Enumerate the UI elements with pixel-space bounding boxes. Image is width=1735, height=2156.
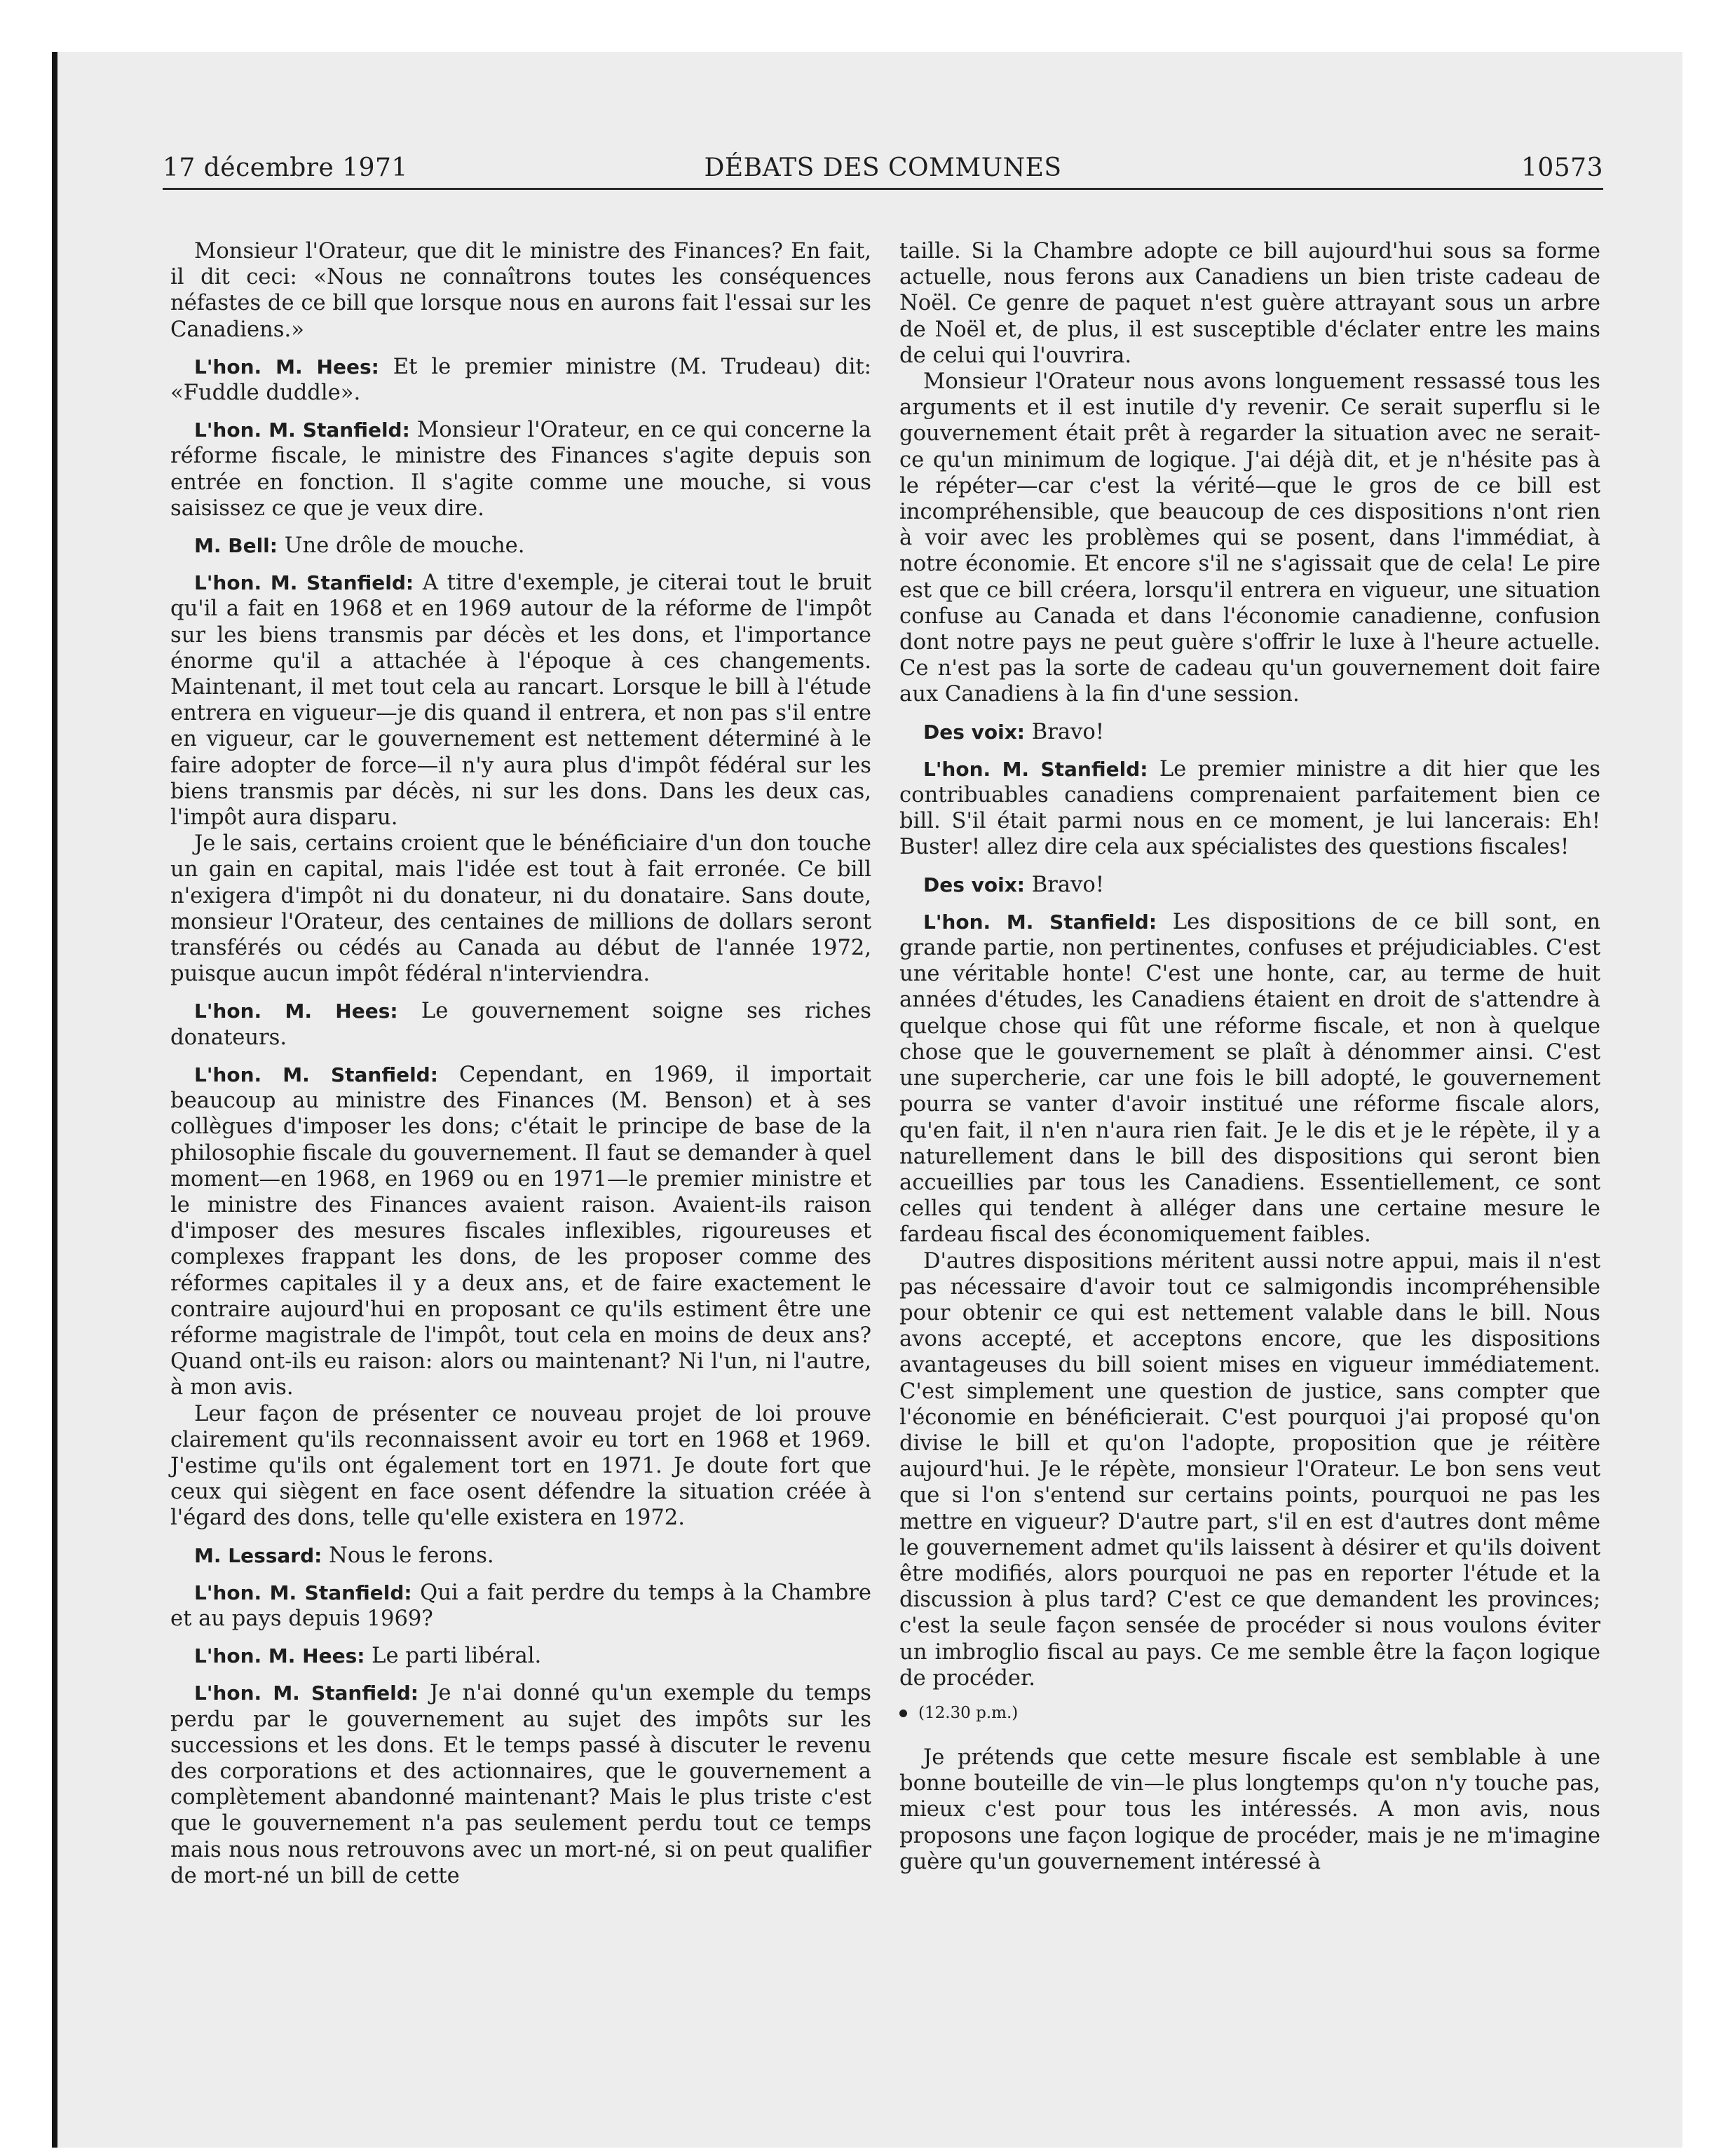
scan-margin — [0, 0, 59, 2156]
speech — [899, 909, 1600, 1248]
paragraph: Monsieur l'Orateur nous avons longuement ressassé tous les arguments et il est inutile d'y revenir. Ce serait superflu si le gouvernement était prêt à regarder la situation avec ne serait-ce qu'un minimum de logique. J'ai déjà dit, et je n'hésite pas à le répéter—car c'est la vérité—que le gros de ce bill est incompréhensible, que beaucoup de ces dispositions n'ont rien à voir avec les problèmes qui se posent, dans l'immédiat, à notre économie. Et encore s'il ne s'agissait que de cela! Le pire est que ce bill créera, lorsqu'il entrera en vigueur, une situation confuse au Canada et dans l'économie canadienne, confusion dont notre pays ne peut guère s'offrir le luxe à l'heure actuelle. Ce n'est pas la sorte de cadeau qu'un gouvernement doit faire aux Canadiens à la fin d'une session. — [899, 369, 1600, 707]
speech — [170, 998, 871, 1050]
speech — [170, 570, 871, 831]
speech — [170, 417, 871, 521]
speech-text: Bravo! — [1031, 872, 1105, 897]
speech-text: A titre d'exemple, je citerai tout le bruit qu'il a fait en 1968 et en 1969 autour de la réforme de l'impôt sur les biens transmis par décès et les dons, et l'importance énorme qu'il a attachée à l'époque à ces changements. Maintenant, il met tout cela au rancart. Lorsque le bill à l'étude entrera en vigueur—je dis quand il entrera, et non pas s'il entre en vigueur, car le gouvernement est nettement déterminé à le faire adopter de force—il n'y aura plus d'impôt fédéral sur les biens transmis par décès, ni sur les dons. Dans les deux cas, l'impôt aura disparu. — [170, 571, 871, 831]
speech-text: Les dispositions de ce bill sont, en grande partie, non pertinentes, confuses et préjudiciables. C'est une véritable honte! C'est une honte, car, au terme de huit années d'études, les Canadiens étaient en droit de s'attendre à quelque chose qui fût une réforme fiscale, et non à quelque chose que le gouvernement se plaît à dénommer ainsi. C'est une supercherie, car une fois le bill adopté, le gouvernement pourra se vanter d'avoir institué une réforme fiscale alors, qu'en fait, il n'en n'aura rien fait. Je le dis et je le répète, il y a naturellement dans le bill des dispositions qui seront bien accueillies par tous les Canadiens. Essentiellement, ce sont celles qui tendent à alléger dans une certaine mesure le fardeau fiscal des économiquement faibles. — [899, 909, 1600, 1248]
speech-text: Cependant, en 1969, il importait beaucoup au ministre des Finances (M. Benson) et à ses collègues d'imposer les dons; c'était le principe de base de la philosophie fiscale du gouvernement. Il faut se demander à quel moment—en 1968, en 1969 ou en 1971—le premier ministre et le ministre des Finances avaient raison. Avaient-ils raison d'imposer des mesures fiscales inflexibles, rigoureuses et complexes frappant les dons, de les proposer comme des réformes capitales il y a deux ans, et de faire exactement le contraire aujourd'hui en proposant ce qu'ils estiment être une réforme magistrale de l'impôt, tout cela en moins de deux ans? Quand ont-ils eu raison: alors ou maintenant? Ni l'un, ni l'autre, à mon avis. — [170, 1062, 871, 1400]
speaker-name: L'hon. M. Hees: — [194, 999, 398, 1023]
speaker-name: L'hon. M. Stanfield: — [923, 757, 1148, 781]
speech-text: Le gouvernement soigne ses riches donateurs. — [170, 999, 871, 1050]
speech-text: Le premier ministre a dit hier que les contribuables canadiens comprenaient parfaitement bien ce bill. S'il était parmi nous en ce moment, je lui lancerais: Eh! Buster! allez dire cela aux spécialistes des questions fiscales! — [899, 756, 1600, 860]
speech-text: Qui a fait perdre du temps à la Chambre et au pays depuis 1969? — [170, 1580, 871, 1631]
speech — [899, 756, 1600, 861]
speech — [899, 872, 1600, 898]
speech-text: Monsieur l'Orateur, en ce qui concerne la réforme fiscale, le ministre des Finances s'agite depuis son entrée en fonction. Il s'agite comme une mouche, si vous saisissez ce que je veux dire. — [170, 418, 871, 521]
speech-text: Je n'ai donné qu'un exemple du temps perdu par le gouvernement au sujet des impôts sur les successions et les dons. Et le temps passé à discuter le revenu des corporations et des actionnaires, que le gouvernement a complètement abandonné maintenant? Mais le plus triste c'est que le gouvernement n'a pas seulement perdu tout ce temps mais nous nous retrouvons avec un mort-né, si on peut qualifier de mort-né un bill de cette — [170, 1681, 871, 1888]
speaker-name: L'hon. M. Stanfield: — [194, 418, 410, 442]
speech — [170, 1643, 871, 1669]
speech-text: Une drôle de mouche. — [284, 533, 525, 559]
speech — [170, 533, 871, 559]
header-date: 17 décembre 1971 — [163, 153, 408, 182]
speech-text: Le parti libéral. — [372, 1644, 542, 1669]
speaker-name: L'hon. M. Stanfield: — [194, 1681, 419, 1705]
paragraph: Leur façon de présenter ce nouveau projet de loi prouve clairement qu'ils reconnaissent avoir eu tort en 1968 et 1969. J'estime qu'ils ont également tort en 1971. Je doute fort que ceux qui siègent en face osent défendre la situation créée à l'égard des dons, telle qu'elle existera en 1972. — [170, 1401, 871, 1531]
time-marker — [899, 1703, 1600, 1724]
time-marker-text: (12.30 p.m.) — [918, 1703, 1019, 1722]
paragraph: D'autres dispositions méritent aussi notre appui, mais il n'est pas nécessaire d'avoir tout ce salmigondis incompréhensible pour obtenir ce qui est nettement valable dans le bill. Nous avons accepté, et acceptons encore, que les dispositions avantageuses du bill soient mises en vigueur immédiatement. C'est simplement une question de justice, sans compter que l'économie en bénéficierait. C'est pourquoi j'ai proposé qu'on divise le bill et qu'on l'adopte, proposition que je réitère aujourd'hui. Je le répète, monsieur l'Orateur. Le bon sens veut que si l'on s'entend sur certains points, pourquoi ne pas les mettre en vigueur? D'autre part, s'il en est d'autres dont même le gouvernement admet qu'ils laissent à désirer et qu'ils doivent être modifiés, alors pourquoi ne pas en reporter l'étude et la discussion à plus tard? C'est ce que demandent les provinces; c'est la seule façon sensée de procéder si nous voulons éviter un imbroglio fiscal au pays. Ce me semble être la façon logique de procéder. — [899, 1248, 1600, 1691]
speaker-name: L'hon. M. Hees: — [194, 355, 379, 378]
scan-edge-shadow — [52, 52, 57, 2148]
paragraph: Je le sais, certains croient que le bénéficiaire d'un don touche un gain en capital, mais l'idée est tout à fait erronée. Ce bill n'exigera d'impôt ni du donateur, ni du donataire. Sans doute, monsieur l'Orateur, des centaines de millions de dollars seront transférés ou cédés au Canada au début de l'année 1972, puisque aucun impôt fédéral n'interviendra. — [170, 831, 871, 987]
speech — [170, 1580, 871, 1632]
paragraph: taille. Si la Chambre adopte ce bill aujourd'hui sous sa forme actuelle, nous ferons aux Canadiens un bien triste cadeau de Noël. Ce genre de paquet n'est guère attrayant sous un arbre de Noël et, de plus, il est susceptible d'éclater entre les mains de celui qui l'ouvrira. — [899, 239, 1600, 368]
left-column — [170, 238, 871, 1889]
speaker-name: L'hon. M. Stanfield: — [194, 1581, 412, 1604]
speaker-name: L'hon. M. Stanfield: — [194, 571, 414, 595]
speaker-name: M. Lessard: — [194, 1543, 322, 1567]
paragraph: Monsieur l'Orateur, que dit le ministre des Finances? En fait, il dit ceci: «Nous ne connaîtrons toutes les conséquences néfastes de ce bill que lorsque nous en aurons fait l'essai sur les Canadiens.» — [170, 239, 871, 342]
speech — [170, 1680, 871, 1889]
paragraph: Je prétends que cette mesure fiscale est semblable à une bonne bouteille de vin—le plus longtemps qu'on n'y touche pas, mieux c'est pour tous les intéressés. A mon avis, nous proposons une façon logique de procéder, mais je ne m'imagine guère qu'un gouvernement intéressé à — [899, 1745, 1600, 1874]
page-header — [163, 149, 1603, 190]
speaker-name: M. Bell: — [194, 534, 278, 558]
speech — [170, 1543, 871, 1569]
speech — [170, 354, 871, 406]
speech-text: Et le premier ministre (M. Trudeau) dit: «Fuddle duddle». — [170, 354, 871, 406]
bullet-icon — [899, 1710, 907, 1717]
speaker-name: Des voix: — [923, 873, 1025, 896]
running-title: DÉBATS DES COMMUNES — [704, 153, 1062, 182]
speaker-name: L'hon. M. Stanfield: — [194, 1063, 438, 1086]
speaker-name: L'hon. M. Hees: — [194, 1644, 365, 1668]
speaker-name: Des voix: — [923, 720, 1025, 744]
right-column — [899, 238, 1600, 1875]
page-number: 10573 — [1520, 153, 1603, 182]
speech-text: Bravo! — [1031, 719, 1105, 744]
speaker-name: L'hon. M. Stanfield: — [923, 910, 1157, 934]
speech — [899, 719, 1600, 745]
speech — [170, 1062, 871, 1401]
speech-text: Nous le ferons. — [329, 1543, 494, 1568]
